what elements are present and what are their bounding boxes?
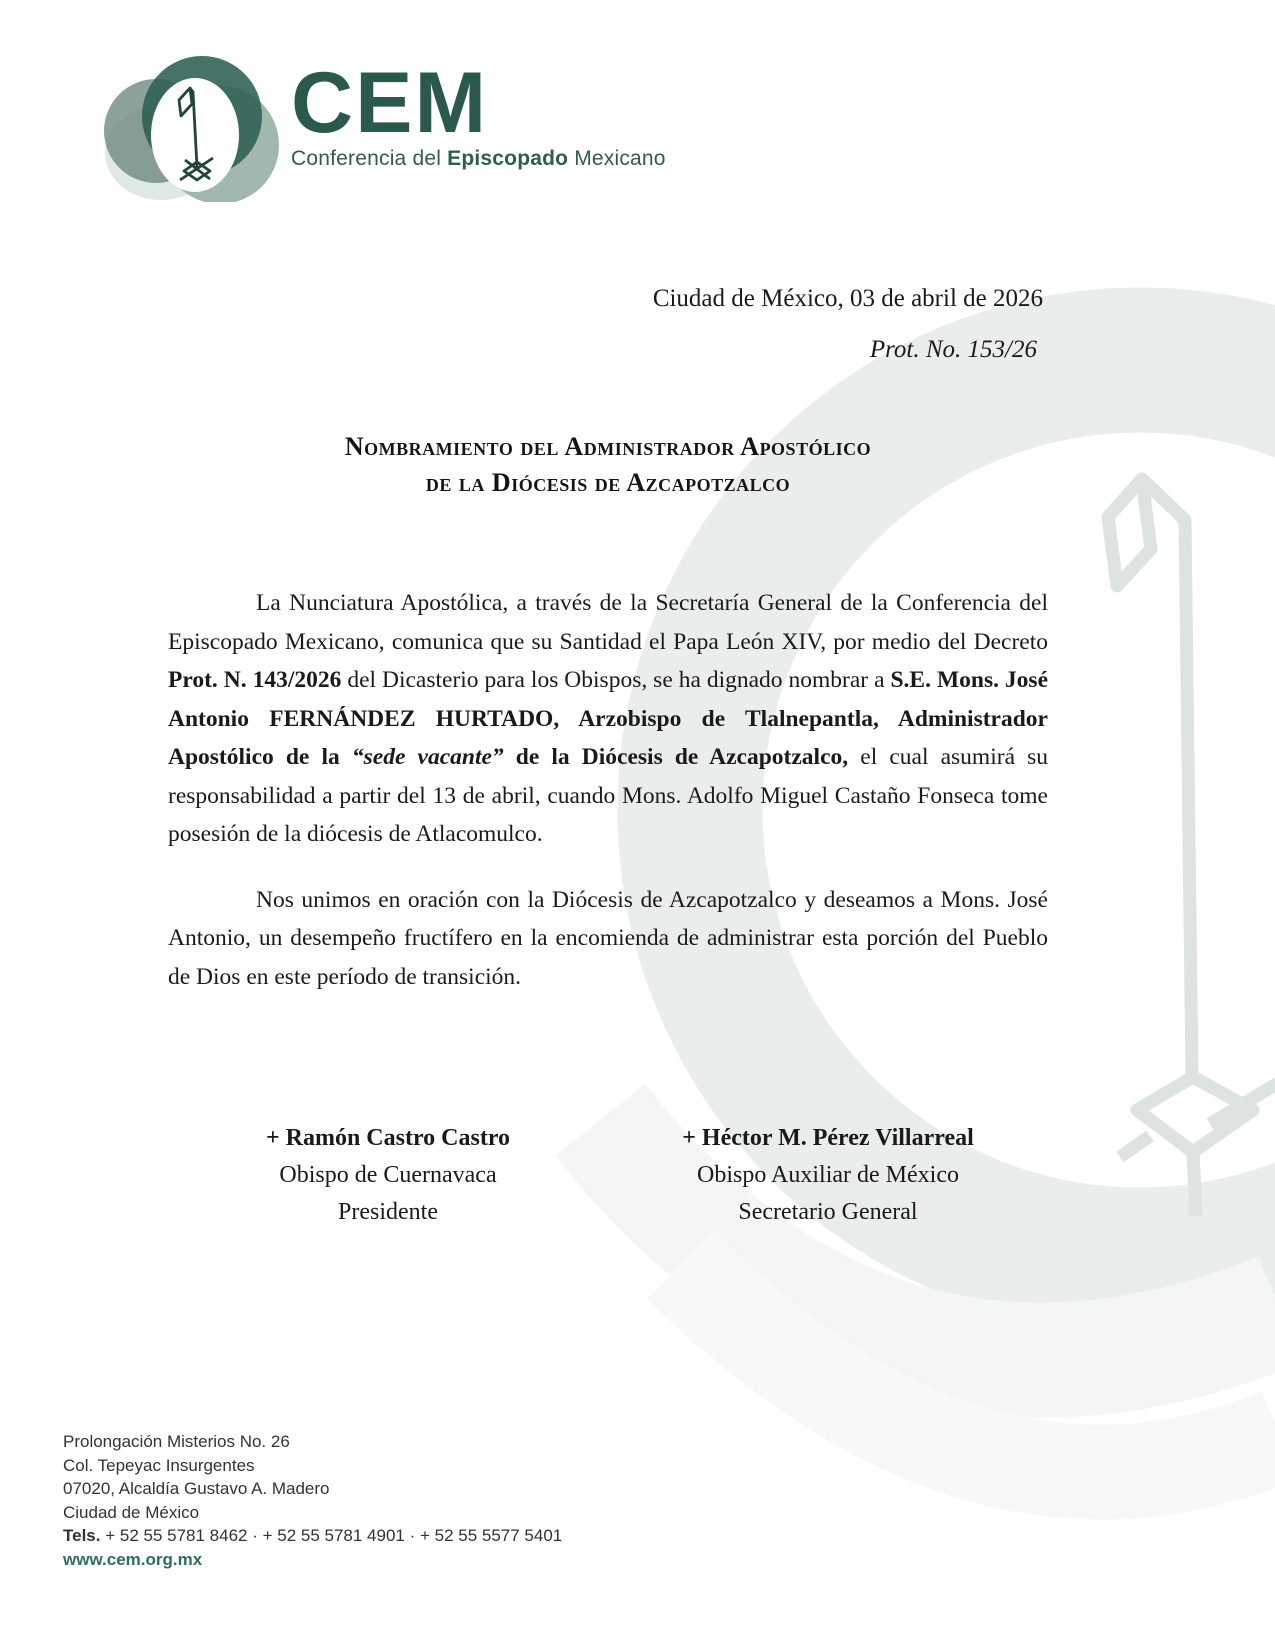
p1-seg1: La Nunciatura Apostólica, a través de la Secretaría General de la Conferencia del Episcopado Mexicano, comunica que su Santidad el Papa León XIV, por medio del Decreto <box>168 590 1048 655</box>
dateline: Ciudad de México, 03 de abril de 2026 <box>652 285 1043 312</box>
president-title: Obispo de Cuernavaca <box>279 1162 497 1188</box>
tagline-prefix: Conferencia del <box>291 147 448 170</box>
footer-address-line4: Ciudad de México <box>63 1502 200 1522</box>
footer-website: www.cem.org.mx <box>63 1549 203 1569</box>
paragraph-appointment <box>168 584 1048 854</box>
secretary-title: Obispo Auxiliar de México <box>697 1162 959 1188</box>
secretary-name: + Héctor M. Pérez Villarreal <box>682 1125 974 1151</box>
watermark-crozier-icon <box>1108 479 1275 1216</box>
letter-body <box>168 584 1048 996</box>
signature-row <box>168 1120 1048 1231</box>
document-title <box>168 429 1048 501</box>
protocol-number: Prot. No. 153/26 <box>869 336 1037 363</box>
signature-block-president <box>168 1120 608 1231</box>
paragraph-prayer: Nos unimos en oración con la Diócesis de Azcapotzalco y deseamos a Mons. José Antonio, un desempeño fructífero en la encomienda de administrar esta porción del Pueblo de Dios en este período de transición. <box>168 886 1048 990</box>
footer-phones-numbers: + 52 55 5781 8462 · + 52 55 5781 4901 · + 52 55 5577 5401 <box>100 1526 563 1545</box>
president-role: Presidente <box>338 1199 438 1225</box>
footer-phones-label: Tels. <box>63 1526 101 1545</box>
cem-logo-icon <box>103 55 281 202</box>
footer-address-line2: Col. Tepeyac Insurgentes <box>63 1455 255 1475</box>
secretary-role: Secretario General <box>738 1199 918 1225</box>
p1-appointee-name: S.E. Mons. José Antonio FERNÁNDEZ HURTADO, Arzobispo de Tlalnepantla, Administrador Apostólico de la <box>168 667 1048 770</box>
p1-seg3: del Dicasterio para los Obispos, se ha dignado nombrar a <box>341 667 891 693</box>
footer-address-line1: Prolongación Misterios No. 26 <box>63 1432 290 1451</box>
footer-phones <box>63 1524 562 1548</box>
brand-tagline <box>291 147 666 171</box>
document-title-line1: Nombramiento del Administrador Apostólico <box>344 432 872 461</box>
brand-acronym: CEM <box>291 55 489 151</box>
document-title-line2: de la Diócesis de Azcapotzalco <box>425 468 791 497</box>
footer-contact <box>63 1430 562 1571</box>
p1-seg7: el cual asumirá su responsabilidad a partir del 13 de abril, cuando Mons. Adolfo Miguel Castaño Fonseca tome posesión de la diócesis de Atlacomulco. <box>168 744 1049 847</box>
tagline-suffix: Mexicano <box>568 147 666 170</box>
p1-decree-number: Prot. N. 143/2026 <box>168 667 342 693</box>
p1-diocese: de la Diócesis de Azcapotzalco, <box>503 744 849 770</box>
footer-address-line3: 07020, Alcaldía Gustavo A. Madero <box>63 1479 330 1498</box>
letterhead <box>103 55 666 202</box>
signature-block-secretary <box>608 1120 1048 1231</box>
tagline-episcopado: Episcopado <box>447 147 569 170</box>
p1-sede-vacante: “sede vacante” <box>351 744 504 770</box>
brand-text <box>291 55 666 171</box>
president-name: + Ramón Castro Castro <box>265 1125 511 1151</box>
